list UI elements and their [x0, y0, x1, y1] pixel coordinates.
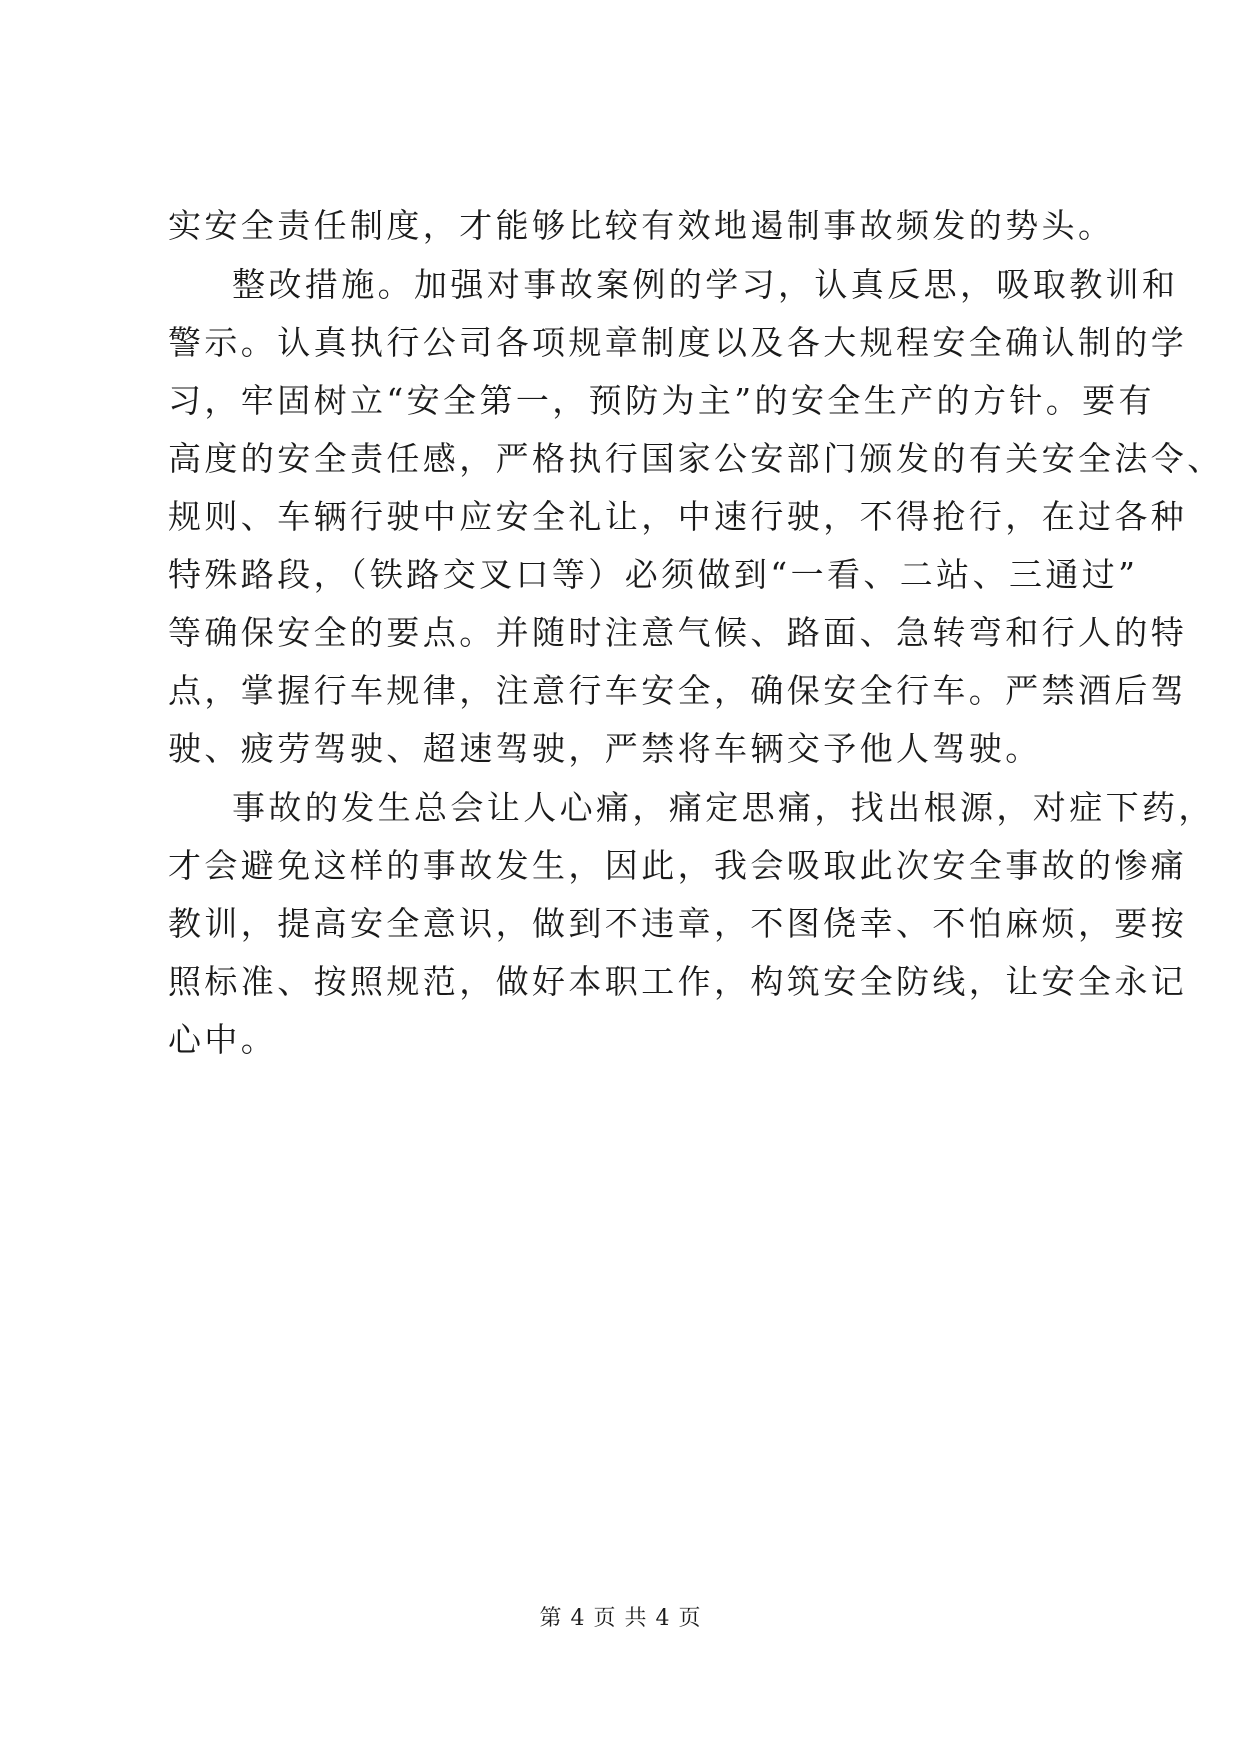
body-line: 才会避免这样的事故发生，因此，我会吸取此次安全事故的惨痛	[168, 846, 1188, 885]
body-line: 实安全责任制度，才能够比较有效地遏制事故频发的势头。	[168, 206, 1115, 245]
body-line: 高度的安全责任感，严格执行国家公安部门颁发的有关安全法令、	[168, 439, 1224, 478]
body-line: 驶、疲劳驾驶、超速驾驶，严禁将车辆交予他人驾驶。	[168, 729, 1042, 768]
body-line: 特殊路段，（铁路交叉口等）必须做到“一看、二站、三通过”	[168, 555, 1139, 594]
body-line: 等确保安全的要点。并随时注意气候、路面、急转弯和行人的特	[168, 613, 1188, 652]
body-line: 警示。认真执行公司各项规章制度以及各大规程安全确认制的学	[168, 323, 1188, 362]
body-line: 教训，提高安全意识，做到不违章，不图侥幸、不怕麻烦，要按	[168, 904, 1188, 943]
page-number-footer: 第 4 页 共 4 页	[539, 1606, 702, 1631]
paragraph-start-line: 事故的发生总会让人心痛，痛定思痛，找出根源，对症下药，	[232, 788, 1215, 827]
body-line: 习，牢固树立“安全第一，预防为主”的安全生产的方针。要有	[168, 381, 1155, 420]
body-line: 点，掌握行车规律，注意行车安全，确保安全行车。严禁酒后驾	[168, 671, 1188, 710]
body-line: 照标准、按照规范，做好本职工作，构筑安全防线，让安全永记	[168, 962, 1188, 1001]
paragraph-start-line: 整改措施。加强对事故案例的学习，认真反思，吸取教训和	[232, 265, 1179, 304]
body-line: 规则、车辆行驶中应安全礼让，中速行驶，不得抢行，在过各种	[168, 497, 1188, 536]
body-line: 心中。	[168, 1020, 278, 1059]
